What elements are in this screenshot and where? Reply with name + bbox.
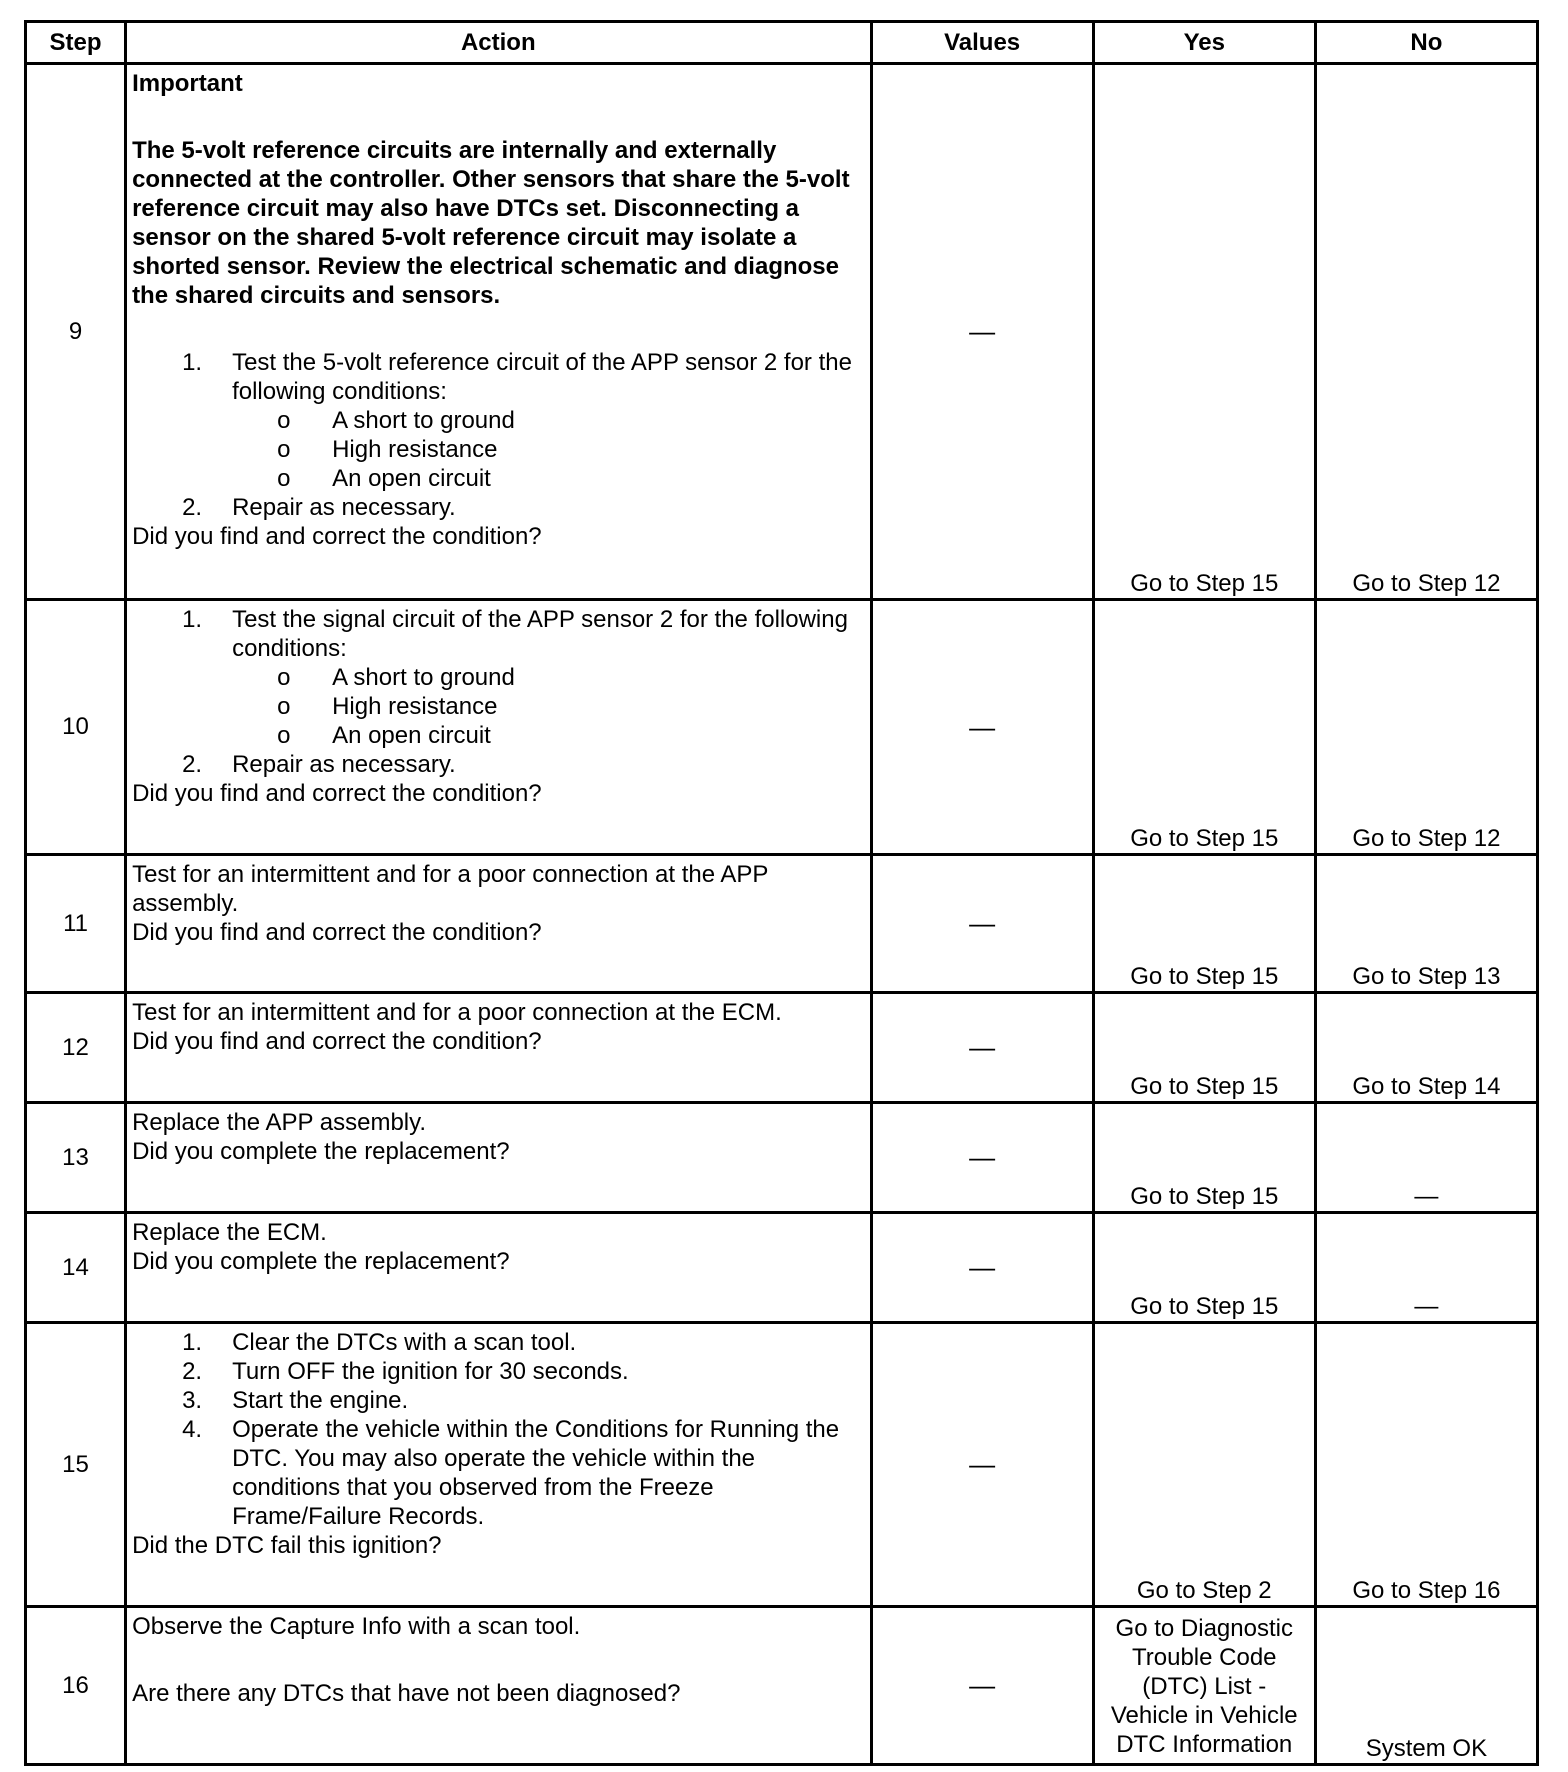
action-cell bbox=[126, 1213, 871, 1323]
action-cell bbox=[126, 993, 871, 1103]
sub-list-item: o An open circuit bbox=[277, 465, 491, 492]
step-number: 9 bbox=[26, 64, 126, 600]
important-text: The 5-volt reference circuits are internally and externally connected at the controller. Other sensors that share the 5-volt reference circuit may also have DTCs set. Disconnecting a sensor on the shared 5-volt reference circuit may isolate a shorted sensor. Review the electrical schematic and diagnose the shared circuits and sensors. bbox=[132, 137, 850, 309]
list-item: 2. Repair as necessary. bbox=[182, 751, 456, 778]
question: Did you find and correct the condition? bbox=[132, 523, 542, 550]
sub-list-item: o A short to ground bbox=[277, 407, 515, 434]
question: Did the DTC fail this ignition? bbox=[132, 1532, 442, 1559]
action-cell bbox=[126, 64, 871, 600]
list-item: 1. Clear the DTCs with a scan tool. bbox=[182, 1329, 577, 1356]
yes-cell: Go to Step 15 bbox=[1093, 993, 1315, 1103]
table-row-step-11 bbox=[26, 855, 1538, 993]
action-text: Observe the Capture Info with a scan tool. bbox=[132, 1613, 581, 1640]
action-cell bbox=[126, 1323, 871, 1607]
header-row bbox=[26, 22, 1538, 64]
yes-cell: Go to Diagnostic Trouble Code (DTC) List - Vehicle in Vehicle DTC Information bbox=[1093, 1607, 1315, 1765]
no-cell: Go to Step 12 bbox=[1315, 64, 1537, 600]
yes-cell: Go to Step 15 bbox=[1093, 600, 1315, 855]
values-cell: — bbox=[871, 600, 1093, 855]
header-values: Values bbox=[871, 22, 1093, 64]
action-cell bbox=[126, 600, 871, 855]
no-cell: Go to Step 14 bbox=[1315, 993, 1537, 1103]
question: Did you find and correct the condition? bbox=[132, 780, 542, 807]
values-cell: — bbox=[871, 1607, 1093, 1765]
yes-cell: Go to Step 15 bbox=[1093, 855, 1315, 993]
action-text: Replace the APP assembly. bbox=[132, 1109, 427, 1136]
header-action: Action bbox=[126, 22, 871, 64]
action-cell bbox=[126, 1103, 871, 1213]
yes-cell: Go to Step 15 bbox=[1093, 64, 1315, 600]
step-number: 13 bbox=[26, 1103, 126, 1213]
yes-cell: Go to Step 2 bbox=[1093, 1323, 1315, 1607]
no-cell: Go to Step 13 bbox=[1315, 855, 1537, 993]
values-cell: — bbox=[871, 1213, 1093, 1323]
no-cell: — bbox=[1315, 1213, 1537, 1323]
procedure-list bbox=[132, 1328, 865, 1531]
values-cell: — bbox=[871, 1323, 1093, 1607]
question: Did you find and correct the condition? bbox=[132, 919, 542, 946]
header-yes: Yes bbox=[1093, 22, 1315, 64]
action-cell bbox=[126, 855, 871, 993]
step-number: 12 bbox=[26, 993, 126, 1103]
step-number: 16 bbox=[26, 1607, 126, 1765]
sub-list-item: o High resistance bbox=[277, 436, 498, 463]
sub-list-item: o High resistance bbox=[277, 693, 498, 720]
procedure-list bbox=[132, 605, 865, 779]
table-row-step-10 bbox=[26, 600, 1538, 855]
table-row-step-13 bbox=[26, 1103, 1538, 1213]
list-item: 1. Test the 5-volt reference circuit of the APP sensor 2 for the following conditions: o A short to ground o High resistance o An open circuit bbox=[132, 348, 865, 493]
step-number: 11 bbox=[26, 855, 126, 993]
list-item: 1. Test the signal circuit of the APP sensor 2 for the following conditions: o A short to ground o High resistance o An open circuit bbox=[132, 605, 865, 750]
values-cell: — bbox=[871, 993, 1093, 1103]
values-cell: — bbox=[871, 1103, 1093, 1213]
yes-cell: Go to Step 15 bbox=[1093, 1213, 1315, 1323]
header-step: Step bbox=[26, 22, 126, 64]
list-item: 2. Repair as necessary. bbox=[182, 494, 456, 521]
sub-list-item: o An open circuit bbox=[277, 722, 491, 749]
action-text: Test for an intermittent and for a poor connection at the APP assembly. bbox=[132, 861, 769, 917]
values-cell: — bbox=[871, 64, 1093, 600]
list-item: 2. Turn OFF the ignition for 30 seconds. bbox=[182, 1358, 629, 1385]
no-cell: System OK bbox=[1315, 1607, 1537, 1765]
question: Did you complete the replacement? bbox=[132, 1248, 510, 1275]
table-row-step-16 bbox=[26, 1607, 1538, 1765]
action-text: Test for an intermittent and for a poor connection at the ECM. bbox=[132, 999, 782, 1026]
step-number: 14 bbox=[26, 1213, 126, 1323]
action-cell bbox=[126, 1607, 871, 1765]
question: Did you find and correct the condition? bbox=[132, 1028, 542, 1055]
important-label: Important bbox=[132, 70, 243, 97]
values-cell: — bbox=[871, 855, 1093, 993]
question: Are there any DTCs that have not been diagnosed? bbox=[132, 1680, 681, 1707]
no-cell: — bbox=[1315, 1103, 1537, 1213]
table-row-step-9 bbox=[26, 64, 1538, 600]
question: Did you complete the replacement? bbox=[132, 1138, 510, 1165]
yes-cell: Go to Step 15 bbox=[1093, 1103, 1315, 1213]
action-text: Replace the ECM. bbox=[132, 1219, 327, 1246]
no-cell: Go to Step 16 bbox=[1315, 1323, 1537, 1607]
list-item: 4. Operate the vehicle within the Conditions for Running the DTC. You may also operate the vehicle within the conditions that you observed from the Freeze Frame/Failure Records. bbox=[182, 1416, 840, 1530]
diagnostic-table bbox=[24, 20, 1539, 1766]
no-cell: Go to Step 12 bbox=[1315, 600, 1537, 855]
sub-list-item: o A short to ground bbox=[277, 664, 515, 691]
step-number: 10 bbox=[26, 600, 126, 855]
table-row-step-15 bbox=[26, 1323, 1538, 1607]
procedure-list bbox=[132, 348, 865, 522]
header-no: No bbox=[1315, 22, 1537, 64]
step-number: 15 bbox=[26, 1323, 126, 1607]
list-item: 3. Start the engine. bbox=[182, 1387, 409, 1414]
table-row-step-14 bbox=[26, 1213, 1538, 1323]
table-row-step-12 bbox=[26, 993, 1538, 1103]
